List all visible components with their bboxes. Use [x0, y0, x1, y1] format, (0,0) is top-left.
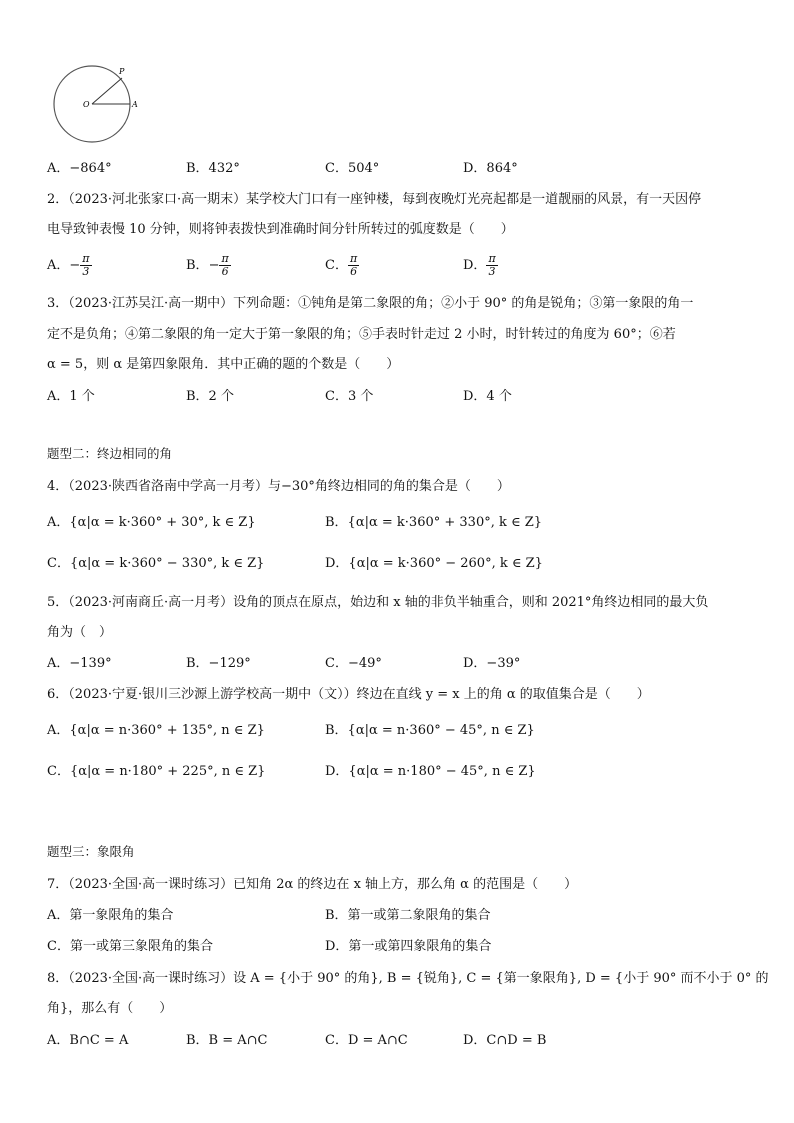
- section-heading-2: 题型二：终边相同的角: [47, 446, 173, 461]
- q5-option-c: C．−49°: [325, 656, 382, 671]
- q2-option-b: B．− $\frac{\pi}{6}$: [186, 252, 229, 278]
- q7-option-d: D．第一或第四象限角的集合: [325, 939, 492, 954]
- q3-option-a: A．1 个: [47, 389, 95, 404]
- q5-option-d: D．−39°: [463, 656, 521, 671]
- q8-stem-line1: 8．（2023·全国·高一课时练习）设 A = {小于 90° 的角}, B = {锐角}, C = {第一象限角}, D = {小于 90° 而不小于 0° 的: [47, 971, 769, 986]
- point-o-label: O: [83, 100, 90, 109]
- q7-option-a: A．第一象限角的集合: [47, 908, 174, 923]
- q1-option-d: D．864°: [463, 161, 518, 176]
- q1-option-c: C．504°: [325, 161, 380, 176]
- q6-option-a: A．{α|α = n·360° + 135°, n ∈ Z}: [47, 723, 265, 738]
- q1-option-a: A．−864°: [47, 161, 112, 176]
- q7-option-b: B．第一或第二象限角的集合: [325, 908, 491, 923]
- q3-stem-line3: α = 5，则 α 是第四象限角．其中正确的题的个数是（ ）: [47, 357, 400, 372]
- q2-stem-line1: 2．（2023·河北张家口·高一期末）某学校大门口有一座钟楼，每到夜晚灯光亮起都是一道靓丽的风景，有一天因停: [47, 192, 702, 207]
- q8-stem-line2: 角}，那么有（ ）: [47, 1001, 173, 1016]
- q2-stem-line2: 电导致钟表慢 10 分钟，则将钟表拨快到准确时间分针所转过的弧度数是（ ）: [47, 222, 514, 237]
- section-heading-3: 题型三：象限角: [47, 844, 135, 859]
- q6-option-b: B．{α|α = n·360° − 45°, n ∈ Z}: [325, 723, 535, 738]
- q2-option-c: C． $\frac{\pi}{6}$: [325, 252, 358, 278]
- q8-option-c: C．D = A∩C: [325, 1033, 408, 1048]
- q5-option-b: B．−129°: [186, 656, 251, 671]
- q8-option-d: D．C∩D = B: [463, 1033, 547, 1048]
- q8-option-b: B．B = A∩C: [186, 1033, 268, 1048]
- q6-option-c: C．{α|α = n·180° + 225°, n ∈ Z}: [47, 764, 266, 779]
- q3-stem-line1: 3．（2023·江苏吴江·高一期中）下列命题：①钝角是第二象限的角；②小于 90° 的角是锐角；③第一象限的角一: [47, 296, 694, 311]
- q4-option-d: D．{α|α = k·360° − 260°, k ∈ Z}: [325, 556, 543, 571]
- q4-option-c: C．{α|α = k·360° − 330°, k ∈ Z}: [47, 556, 265, 571]
- point-a-label: A: [132, 100, 138, 109]
- q6-option-d: D．{α|α = n·180° − 45°, n ∈ Z}: [325, 764, 536, 779]
- q3-option-c: C．3 个: [325, 389, 374, 404]
- q5-stem-line1: 5．（2023·河南商丘·高一月考）设角的顶点在原点，始边和 x 轴的非负半轴重合，则和 2021°角终边相同的最大负: [47, 595, 709, 610]
- q4-option-a: A．{α|α = k·360° + 30°, k ∈ Z}: [47, 515, 256, 530]
- q4-stem: 4．（2023·陕西省洛南中学高一月考）与−30°角终边相同的角的集合是（ ）: [47, 479, 510, 494]
- q3-option-d: D．4 个: [463, 389, 512, 404]
- q7-option-c: C．第一或第三象限角的集合: [47, 939, 213, 954]
- q8-option-a: A．B∩C = A: [47, 1033, 129, 1048]
- q1-option-b: B．432°: [186, 161, 240, 176]
- q5-stem-line2: 角为（ ）: [47, 625, 113, 640]
- q2-option-d: D． $\frac{\pi}{3}$: [463, 252, 496, 278]
- q4-option-b: B．{α|α = k·360° + 330°, k ∈ Z}: [325, 515, 543, 530]
- q5-option-a: A．−139°: [47, 656, 112, 671]
- q2-option-a: A．− $\frac{\pi}{3}$: [47, 252, 90, 278]
- q3-option-b: B．2 个: [186, 389, 234, 404]
- point-p-label: P: [119, 67, 125, 76]
- q7-stem: 7．（2023·全国·高一课时练习）已知角 2α 的终边在 x 轴上方，那么角 α 的范围是（ ）: [47, 877, 578, 892]
- q3-stem-line2: 定不是负角；④第二象限的角一定大于第一象限的角；⑤手表时针走过 2 小时，时针转过的角度为 60°；⑥若: [47, 327, 676, 342]
- q6-stem: 6．（2023·宁夏·银川三沙源上游学校高一期中（文））终边在直线 y = x 上的角 α 的取值集合是（ ）: [47, 687, 650, 702]
- circle-figure: [50, 64, 145, 154]
